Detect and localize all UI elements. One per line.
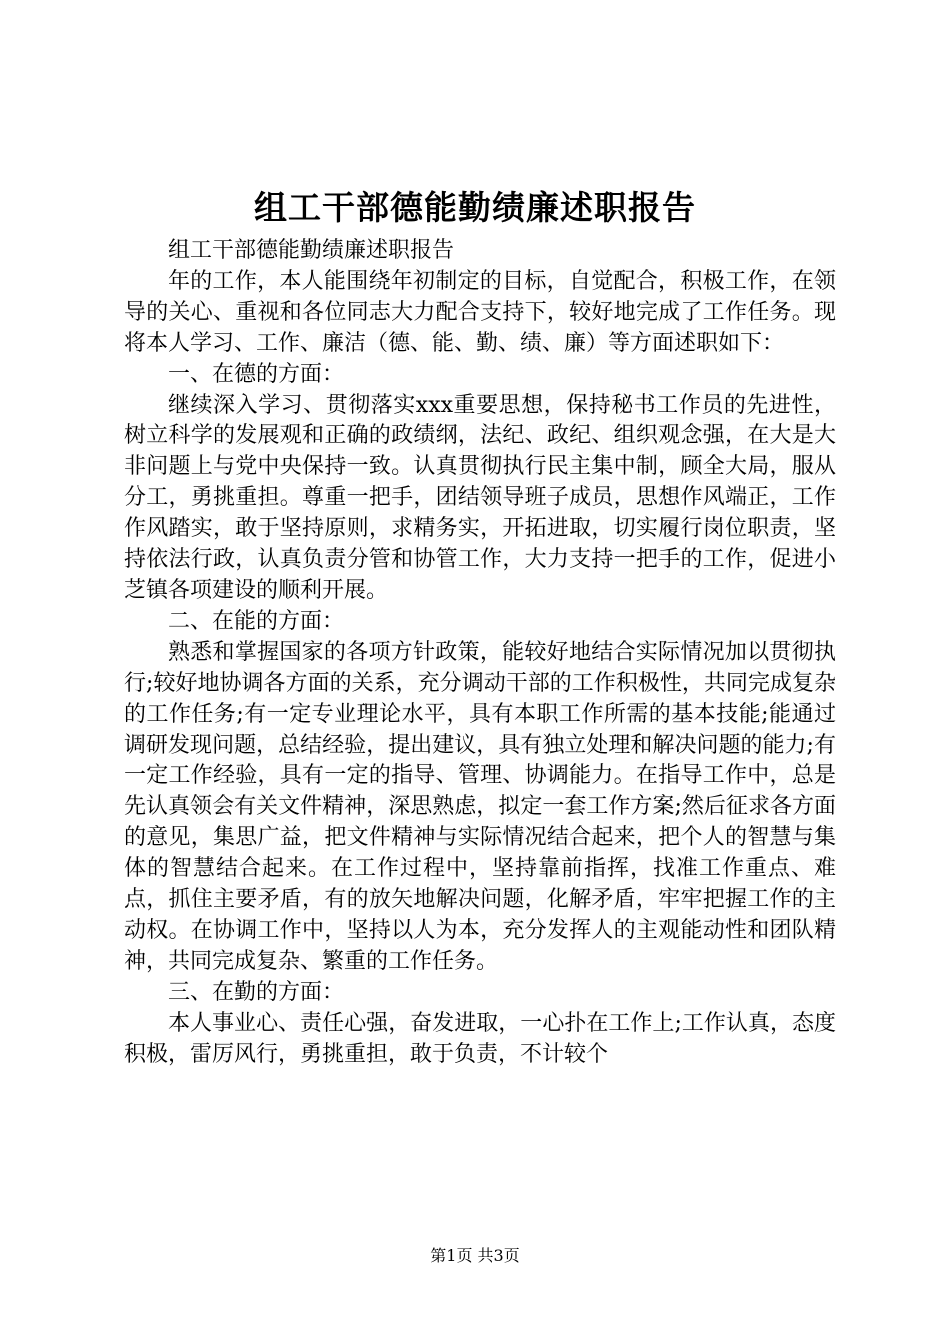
section-heading-de: 一、在德的方面： [168, 361, 345, 387]
section-heading-qin: 三、在勤的方面： [168, 979, 345, 1005]
paragraph-qin: 本人事业心、责任心强，奋发进取，一心扑在工作上;工作认真，态度积极，雷厉风行，勇挑重担，敢于负责，不计较个 [124, 1010, 836, 1067]
paragraph-heading-repeat: 组工干部德能勤绩廉述职报告 [168, 238, 455, 263]
paragraph-de: 继续深入学习、贯彻落实xxx重要思想，保持秘书工作员的先进性，树立科学的发展观和正确的政绩纲，法纪、政纪、组织观念强，在大是大非问题上与党中央保持一致。认真贯彻执行民主集中制，顾全大局，服从分工，勇挑重担。尊重一把手，团结领导班子成员，思想作风端正，工作作风踏实，敢于坚持原则，求精务实，开拓进取，切实履行岗位职责，坚持依法行政，认真负责分管和协管工作，大力支持一把手的工作，促进小芝镇各项建设的顺利开展。 [124, 392, 836, 603]
document-title: 组工干部德能勤绩廉述职报告 [254, 188, 696, 227]
document-body [124, 236, 836, 1070]
paragraph-intro: 年的工作，本人能围绕年初制定的目标，自觉配合，积极工作，在领导的关心、重视和各位同志大力配合支持下，较好地完成了工作任务。现将本人学习、工作、廉洁（德、能、勤、绩、廉）等方面述职如下： [124, 268, 836, 356]
paragraph-neng: 熟悉和掌握国家的各项方针政策，能较好地结合实际情况加以贯彻执行;较好地协调各方面的关系，充分调动干部的工作积极性，共同完成复杂的工作任务;有一定专业理论水平，具有本职工作所需的基本技能;能通过调研发现问题，总结经验，提出建议，具有独立处理和解决问题的能力;有一定工作经验，具有一定的指导、管理、协调能力。在指导工作中，总是先认真领会有关文件精神，深思熟虑，拟定一套工作方案;然后征求各方面的意见，集思广益，把文件精神与实际情况结合起来，把个人的智慧与集体的智慧结合起来。在工作过程中，坚持靠前指挥，找准工作重点、难点，抓住主要矛盾，有的放矢地解决问题，化解矛盾，牢牢把握工作的主动权。在协调工作中，坚持以人为本，充分发挥人的主观能动性和团队精神，共同完成复杂、繁重的工作任务。 [124, 639, 836, 974]
section-heading-neng: 二、在能的方面： [168, 608, 345, 634]
page-number-footer: 第1页 共3页 [430, 1246, 520, 1265]
